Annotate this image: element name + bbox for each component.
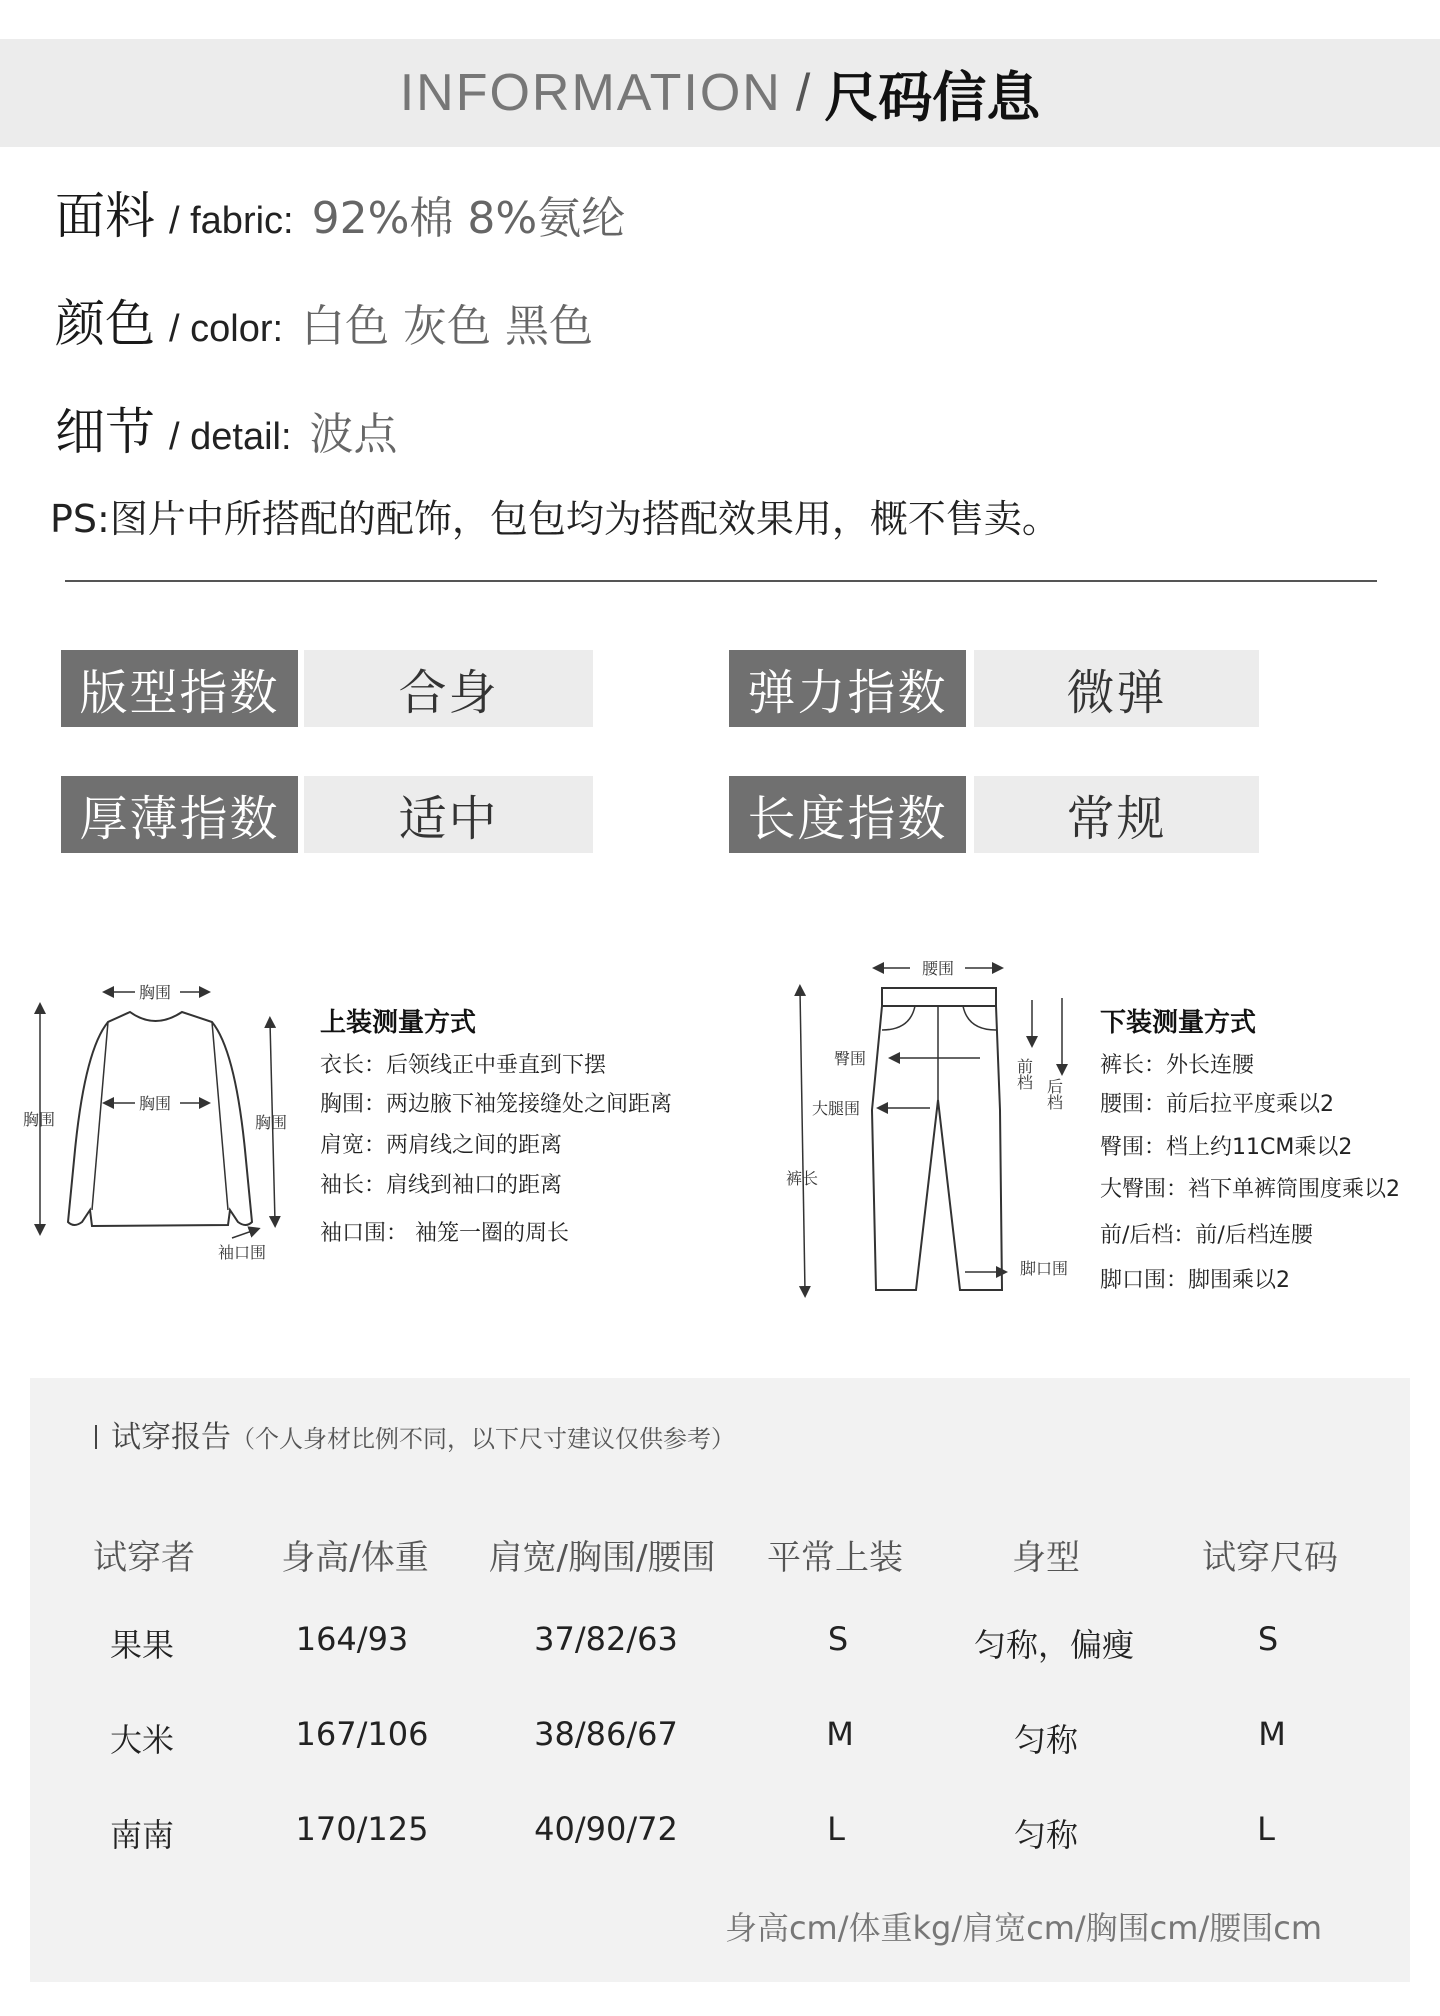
fit-index-value: 合身	[304, 650, 593, 727]
table-cell: L	[827, 1810, 845, 1848]
hip-label: 臀围	[834, 1049, 867, 1068]
table-cell: 40/90/72	[534, 1810, 678, 1848]
detail-label: 细节	[55, 403, 155, 461]
bottom-measure-line: 臀围：档上约11CM乘以2	[1100, 1135, 1353, 1160]
col-header-try-size: 试穿尺码	[1202, 1538, 1338, 1578]
table-cell: M	[826, 1715, 854, 1753]
bottom-measure-line: 前/后档：前/后档连腰	[1100, 1223, 1313, 1248]
mid-chest-label: 胸围	[138, 1094, 172, 1113]
report-title-bar	[95, 1425, 97, 1449]
table-cell: 匀称，偏瘦	[973, 1626, 1135, 1664]
fit-index-label: 版型指数	[61, 650, 298, 727]
fabric-label-en: / fabric:	[169, 200, 294, 242]
title-separator: /	[795, 64, 811, 122]
table-cell: L	[1257, 1810, 1275, 1848]
back-rise-label: 后档	[1044, 1078, 1064, 1110]
table-cell: 38/86/67	[534, 1715, 678, 1753]
top-measure-title: 上装测量方式	[320, 1008, 477, 1038]
detail-value: 波点	[309, 409, 398, 460]
col-header-measurements: 肩宽/胸围/腰围	[488, 1538, 716, 1578]
bottom-measure-line: 腰围：前后拉平度乘以2	[1100, 1092, 1334, 1117]
fabric-label: 面料	[55, 187, 155, 245]
color-label-en: / color:	[169, 308, 284, 350]
col-header-tester: 试穿者	[93, 1538, 195, 1578]
top-chest-label: 胸围	[138, 983, 172, 1002]
thickness-index-label: 厚薄指数	[61, 776, 298, 853]
color-label: 颜色	[55, 295, 155, 353]
elastic-index-label: 弹力指数	[729, 650, 966, 727]
table-cell: 164/93	[295, 1620, 409, 1658]
table-cell: M	[1258, 1715, 1286, 1753]
length-index-value: 常规	[974, 776, 1259, 853]
left-label: 胸围	[23, 1110, 56, 1129]
title-en: INFORMATION	[399, 64, 782, 122]
detail-label-en: / detail:	[169, 416, 292, 458]
length-label: 裤长	[786, 1169, 819, 1188]
top-measure-line: 衣长：后领线正中垂直到下摆	[320, 1053, 607, 1078]
color-value: 白色 灰色 黑色	[301, 301, 594, 352]
divider	[65, 580, 1377, 582]
col-header-usual-size: 平常上装	[767, 1538, 903, 1578]
table-cell: S	[1257, 1620, 1279, 1658]
table-cell: 匀称	[1013, 1721, 1079, 1759]
table-cell: S	[827, 1620, 849, 1658]
bottom-measure-line: 脚口围：脚围乘以2	[1100, 1268, 1290, 1293]
bottom-garment-diagram	[770, 950, 1090, 1300]
hem-label: 脚口围	[1020, 1259, 1069, 1278]
report-title	[95, 1412, 735, 1456]
top-measure-line: 肩宽：两肩线之间的距离	[320, 1133, 563, 1158]
table-cell: 167/106	[295, 1715, 429, 1753]
page-title	[0, 39, 1440, 147]
length-index-label: 长度指数	[729, 776, 966, 853]
table-cell: 37/82/63	[534, 1620, 678, 1658]
fabric-value: 92%棉 8%氨纶	[311, 193, 626, 244]
right-label: 胸围	[255, 1113, 288, 1132]
cuff-label: 袖口围	[218, 1243, 267, 1262]
fabric-row	[55, 176, 625, 248]
table-cell: 南南	[109, 1816, 175, 1854]
ps-note: PS:图片中所搭配的配饰，包包均为搭配效果用，概不售卖。	[50, 497, 1060, 541]
col-header-body-type: 身型	[1012, 1538, 1080, 1578]
units-footnote: 身高cm/体重kg/肩宽cm/胸围cm/腰围cm	[724, 1909, 1322, 1947]
top-measure-line: 袖口围： 袖笼一圈的周长	[320, 1221, 569, 1246]
bottom-measure-line: 裤长：外长连腰	[1100, 1053, 1255, 1078]
waist-label: 腰围	[921, 959, 955, 978]
top-measure-line: 袖长：肩线到袖口的距离	[320, 1173, 563, 1198]
detail-row	[55, 392, 398, 464]
bottom-measure-line: 大臀围：裆下单裤筒围度乘以2	[1100, 1177, 1400, 1202]
table-cell: 果果	[109, 1626, 175, 1664]
report-title-text: 试穿报告	[111, 1420, 231, 1455]
col-header-height-weight: 身高/体重	[281, 1538, 429, 1578]
table-cell: 大米	[109, 1721, 175, 1759]
bottom-measure-title: 下装测量方式	[1100, 1008, 1257, 1038]
report-note: （个人身材比例不同，以下尺寸建议仅供参考）	[231, 1425, 735, 1453]
top-measure-line: 胸围：两边腋下袖笼接缝处之间距离	[320, 1092, 673, 1117]
elastic-index-value: 微弹	[974, 650, 1259, 727]
try-on-report-panel	[30, 1378, 1410, 1982]
color-row	[55, 284, 593, 356]
table-cell: 170/125	[295, 1810, 429, 1848]
title-zh: 尺码信息	[824, 65, 1041, 129]
thigh-label: 大腿围	[812, 1099, 861, 1118]
front-rise-label: 前档	[1014, 1058, 1034, 1090]
thickness-index-value: 适中	[304, 776, 593, 853]
table-cell: 匀称	[1013, 1816, 1079, 1854]
top-garment-diagram	[0, 960, 300, 1280]
